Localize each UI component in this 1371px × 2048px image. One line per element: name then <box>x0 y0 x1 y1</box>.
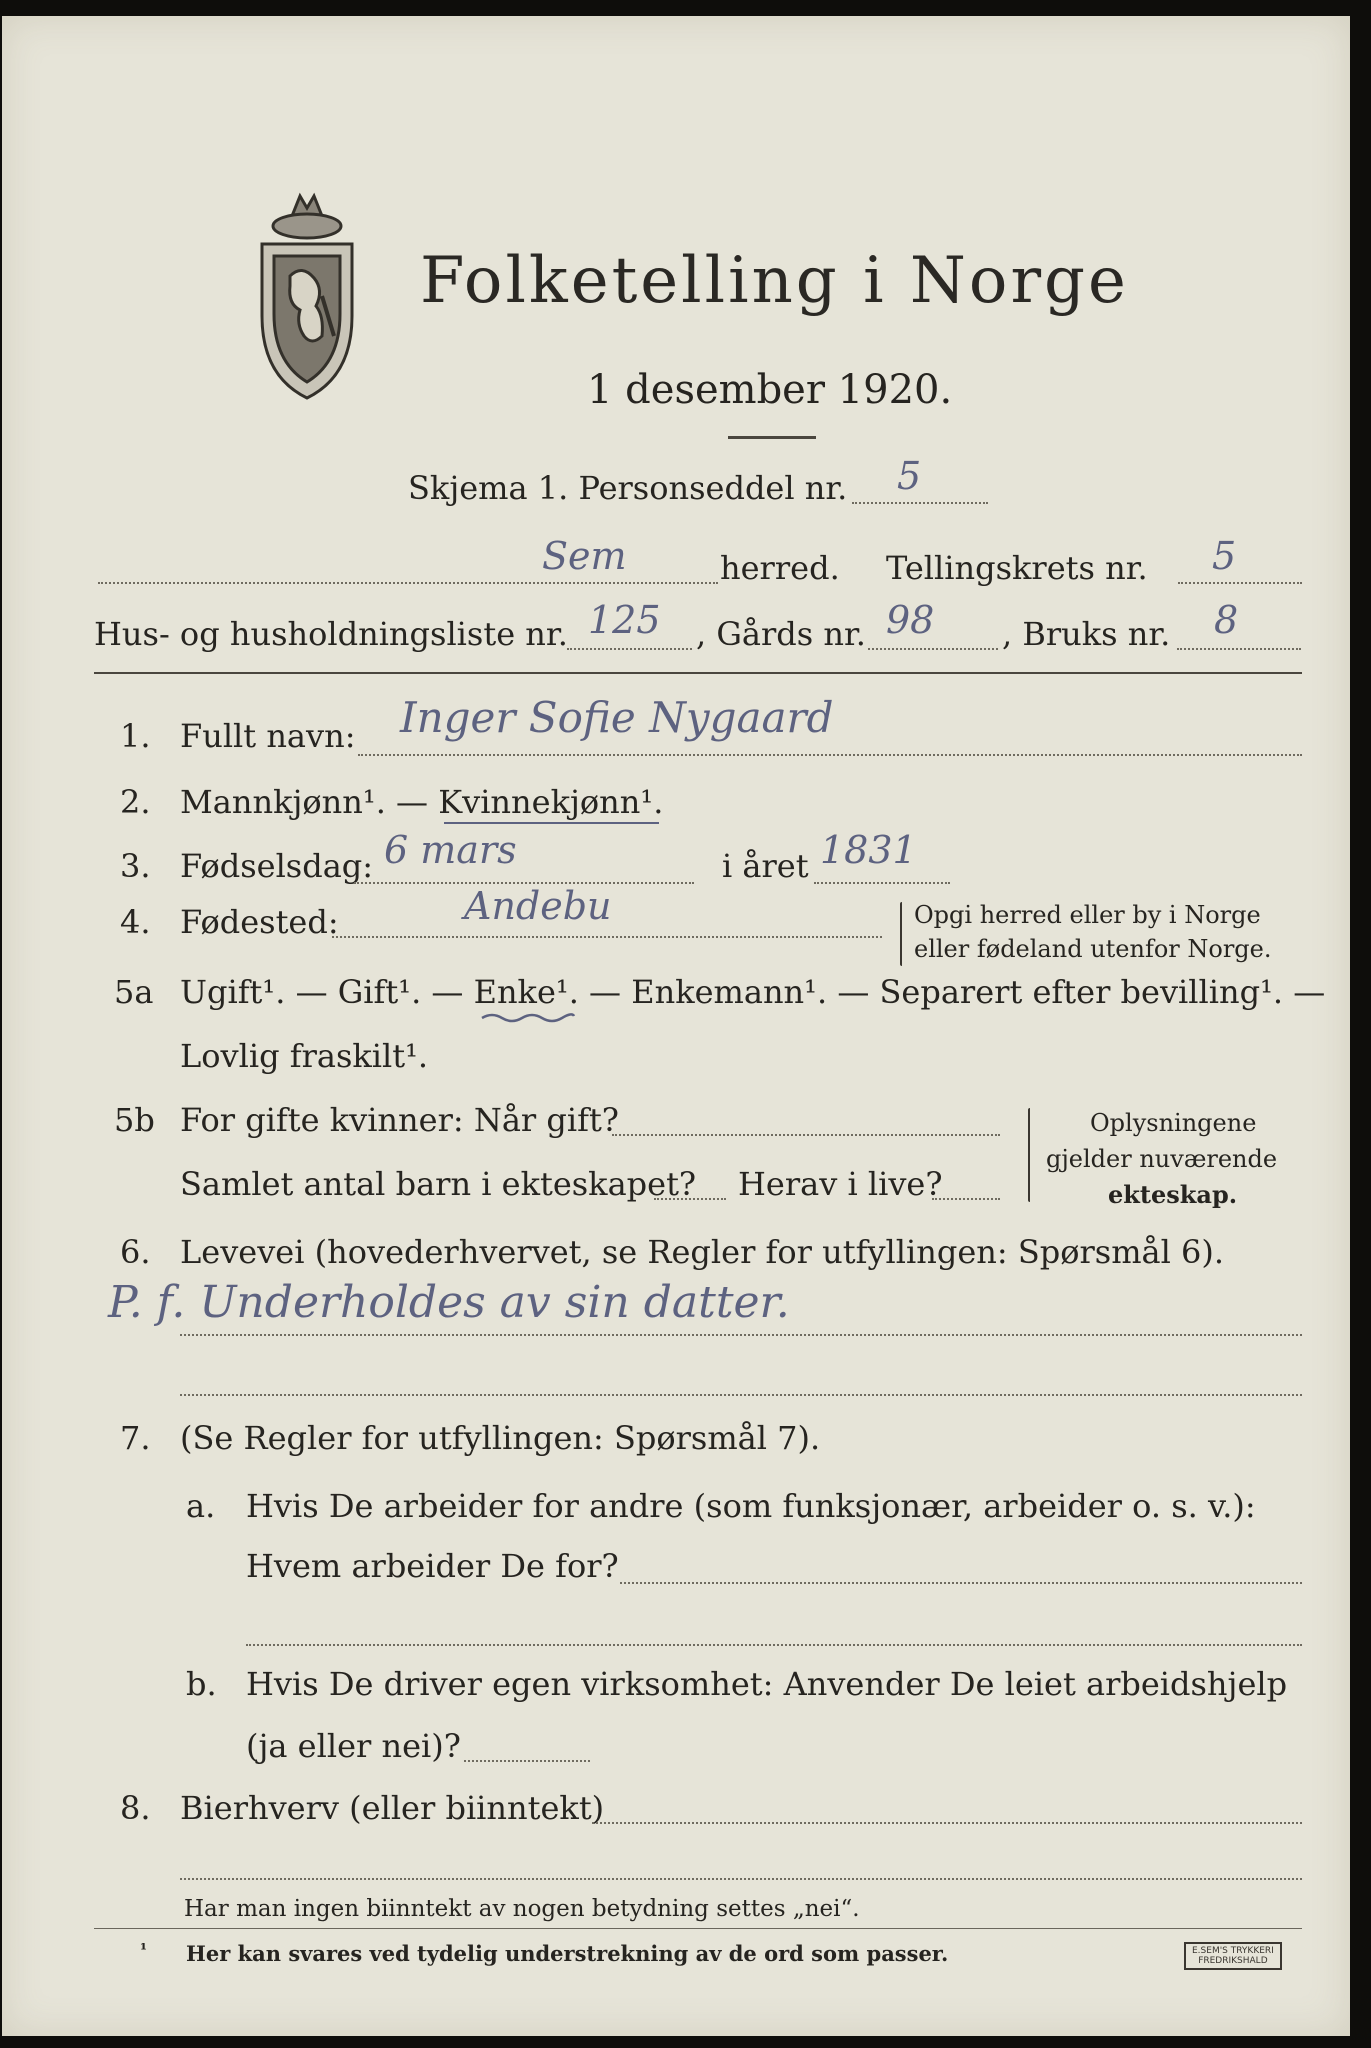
printer-stamp-line2: FREDRIKSHALD <box>1198 1956 1268 1966</box>
birthplace-note-line2: eller fødeland utenfor Norge. <box>914 935 1272 963</box>
married-when-field-line <box>612 1134 1000 1136</box>
header-divider <box>94 672 1302 674</box>
birth-year-value[interactable]: 1831 <box>820 828 917 872</box>
herred-label: herred. <box>720 549 840 587</box>
q7-label: (Se Regler for utfyllingen: Spørsmål 7). <box>180 1419 821 1457</box>
gender-options: Mannkjønn¹. — Kvinnekjønn¹. <box>180 783 664 821</box>
side-income-note: Har man ingen biinntekt av nogen betydning settes „nei“. <box>184 1896 860 1922</box>
marital-status-divorced: Lovlig fraskilt¹. <box>180 1037 429 1075</box>
tellingskrets-nr-value[interactable]: 5 <box>1212 534 1237 578</box>
footnote-text: Her kan svares ved tydelig understrekning av de ord som passer. <box>186 1941 949 1966</box>
occupation-label: Levevei (hovederhvervet, se Regler for utfyllingen: Spørsmål 6). <box>180 1233 1225 1271</box>
q4-field-line <box>332 936 882 938</box>
herred-field-line <box>98 582 718 584</box>
married-when-label: For gifte kvinner: Når gift? <box>180 1101 619 1139</box>
hired-help-field-line <box>464 1760 590 1762</box>
q1-field-line <box>358 754 1302 756</box>
personseddel-field-line <box>852 502 988 504</box>
side-income-field-line <box>592 1822 1302 1824</box>
tellingskrets-label: Tellingskrets nr. <box>886 549 1148 587</box>
herred-value[interactable]: Sem <box>542 534 627 578</box>
employer-label: Hvem arbeider De for? <box>246 1547 619 1585</box>
q7b-line1: Hvis De driver egen virksomhet: Anvender De leiet arbeidshjelp <box>246 1665 1288 1703</box>
employer-field-line2 <box>246 1644 1302 1646</box>
side-income-label: Bierhverv (eller biinntekt) <box>180 1789 605 1827</box>
marriage-note-line2: gjelder nuværende <box>1046 1145 1278 1173</box>
full-name-value[interactable]: Inger Sofie Nygaard <box>400 693 834 742</box>
hired-help-label: (ja eller nei)? <box>246 1727 461 1765</box>
employer-field-line <box>620 1582 1302 1584</box>
marriage-note-line3: ekteskap. <box>1108 1180 1238 1209</box>
birth-place-value[interactable]: Andebu <box>464 884 612 928</box>
children-count-label: Samlet antal barn i ekteskapet? <box>180 1165 697 1203</box>
q7-number: 7. <box>120 1419 151 1457</box>
printer-stamp-line1: E.SEM'S TRYKKERI <box>1192 1946 1274 1956</box>
q2-number: 2. <box>120 783 151 821</box>
year-label: i året <box>722 847 809 885</box>
children-alive-field-line <box>932 1198 1000 1200</box>
q7a-number: a. <box>186 1487 216 1525</box>
q1-number: 1. <box>120 717 151 755</box>
tellingskrets-field-line <box>1178 582 1302 584</box>
children-alive-label: Herav i live? <box>738 1165 943 1203</box>
title-divider <box>728 436 816 439</box>
q4-note-bracket <box>900 902 902 966</box>
q5b-note-bracket <box>1028 1108 1030 1202</box>
children-count-field-line <box>654 1198 726 1200</box>
household-list-field-line <box>567 648 692 650</box>
census-date: 1 desember 1920. <box>587 367 953 413</box>
q4-number: 4. <box>120 903 151 941</box>
q5a-number: 5a <box>114 973 154 1011</box>
q1-label: Fullt navn: <box>180 717 356 755</box>
bruks-nr-value[interactable]: 8 <box>1214 598 1239 642</box>
marriage-note-line1: Oplysningene <box>1090 1109 1257 1137</box>
footnote-mark: ¹ <box>140 1940 148 1959</box>
q4-label: Fødested: <box>180 903 339 941</box>
marital-status-options: Ugift¹. — Gift¹. — Enke¹. — Enkemann¹. — Separert efter bevilling¹. — <box>180 973 1326 1011</box>
q3-label: Fødselsdag: <box>180 847 374 885</box>
gards-field-line <box>868 648 998 650</box>
printer-stamp <box>1184 1942 1282 1970</box>
birth-day-value[interactable]: 6 mars <box>384 828 517 872</box>
q3-number: 3. <box>120 847 151 885</box>
kvinnekjonn-underline <box>444 822 659 824</box>
footnote-divider <box>94 1928 1302 1929</box>
q7b-number: b. <box>186 1665 217 1703</box>
occupation-field-line2 <box>180 1394 1302 1396</box>
norwegian-coat-of-arms-icon <box>252 186 362 400</box>
occupation-value[interactable]: P. f. Underholdes av sin datter. <box>108 1277 790 1328</box>
year-field-line <box>814 882 950 884</box>
q6-number: 6. <box>120 1233 151 1271</box>
schema-label: Skjema 1. Personseddel nr. <box>408 469 848 507</box>
form-title: Folketelling i Norge <box>420 244 1129 318</box>
enke-underline <box>480 1010 576 1024</box>
household-list-label: Hus- og husholdningsliste nr. <box>94 615 568 653</box>
q8-number: 8. <box>120 1789 151 1827</box>
birthplace-note-line1: Opgi herred eller by i Norge <box>914 901 1261 929</box>
occupation-field-line1 <box>180 1334 1302 1336</box>
gards-label: , Gårds nr. <box>696 615 866 653</box>
household-list-nr-value[interactable]: 125 <box>588 598 661 642</box>
gards-nr-value[interactable]: 98 <box>886 598 935 642</box>
q5b-number: 5b <box>114 1101 155 1139</box>
personseddel-nr-value[interactable]: 5 <box>897 454 922 498</box>
q7a-line1: Hvis De arbeider for andre (som funksjonær, arbeider o. s. v.): <box>246 1487 1256 1525</box>
bruks-field-line <box>1177 648 1301 650</box>
side-income-field-line2 <box>180 1878 1302 1880</box>
bruks-label: , Bruks nr. <box>1002 615 1171 653</box>
census-form <box>2 16 1350 2036</box>
